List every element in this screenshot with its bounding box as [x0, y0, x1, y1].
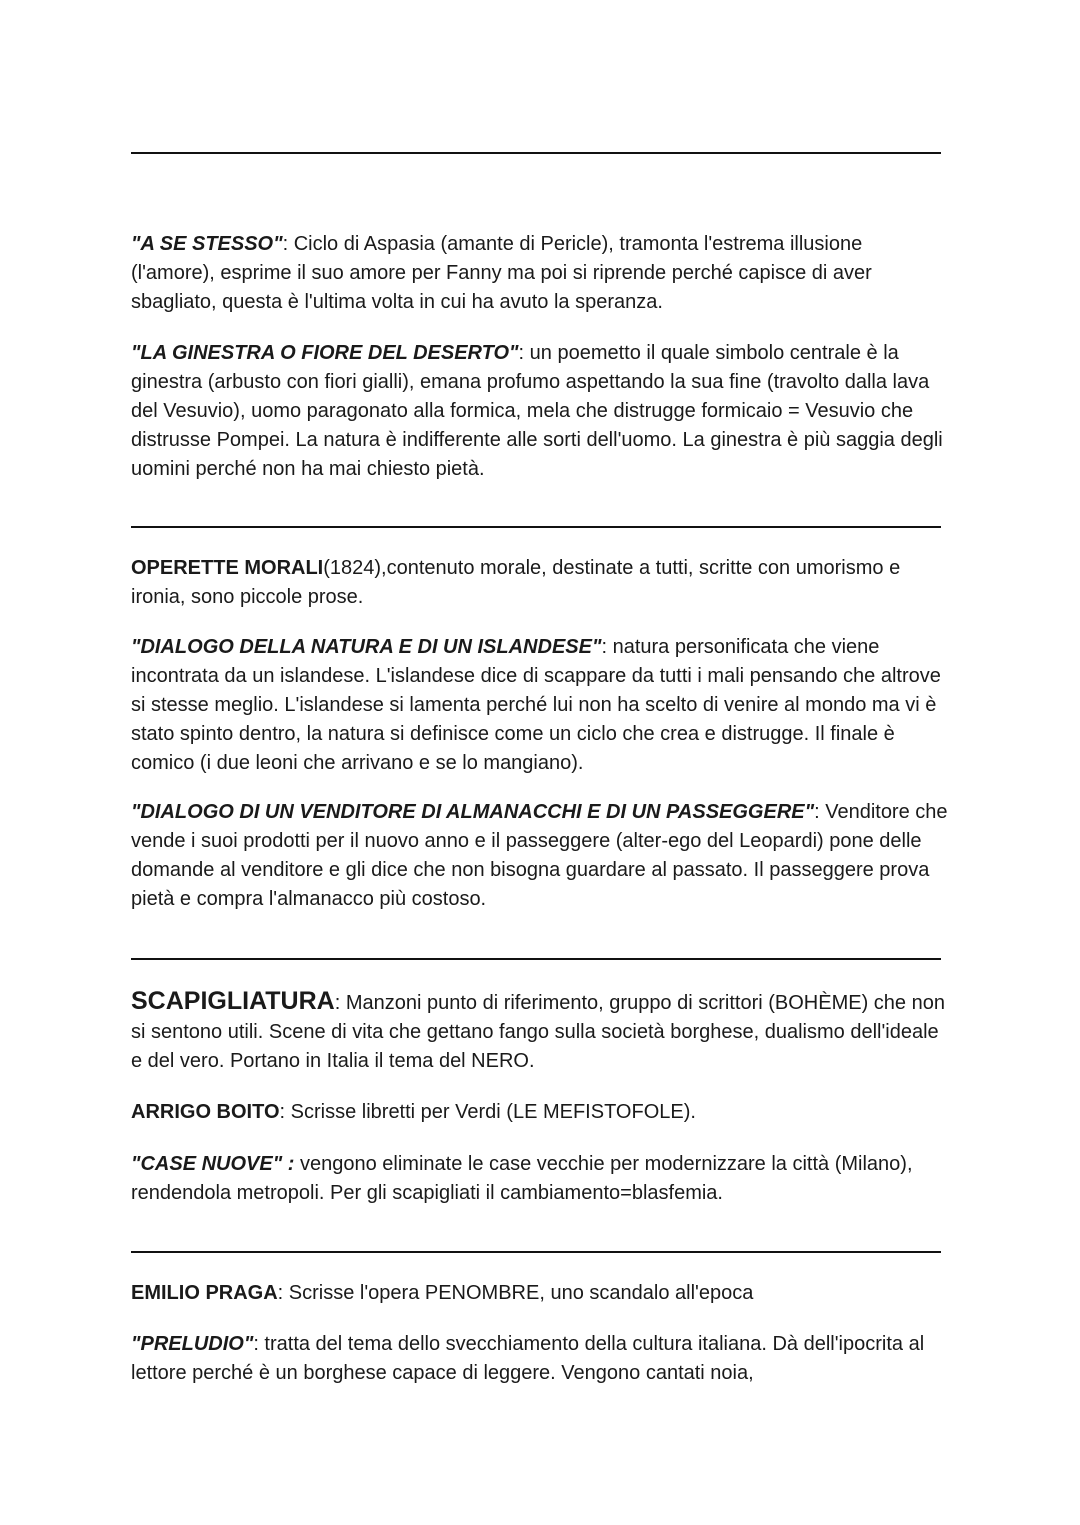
paragraph-operette-morali — [131, 554, 951, 612]
paragraph-dialogo-venditore — [131, 798, 951, 914]
paragraph-body: (1824),contenuto morale, destinate a tutti, scritte con umorismo e ironia, sono piccole prose. — [131, 557, 901, 608]
paragraph-body: : Scrisse libretti per Verdi (LE MEFISTOFOLE). — [279, 1101, 696, 1123]
paragraph-case-nuove — [131, 1150, 951, 1208]
paragraph-body: : Scrisse l'opera PENOMBRE, uno scandalo all'epoca — [277, 1282, 754, 1304]
paragraph-title: ARRIGO BOITO — [131, 1101, 280, 1123]
paragraph-preludio — [131, 1330, 951, 1388]
paragraph-scapigliatura — [131, 987, 951, 1076]
horizontal-divider — [131, 526, 941, 528]
paragraph-body: : Ciclo di Aspasia (amante di Pericle), tramonta l'estrema illusione (l'amore), esprime il suo amore per Fanny ma poi si riprende perché capisce di aver sbagliato, questa è l'ultima volta in cui ha avuto la speranza. — [131, 233, 872, 313]
paragraph-body: vengono eliminate le case vecchie per modernizzare la città (Milano), rendendola metropoli. Per gli scapigliati il cambiamento=blasfemia. — [131, 1153, 913, 1204]
paragraph-title: SCAPIGLIATURA — [131, 987, 335, 1015]
paragraph-title: "PRELUDIO" — [131, 1333, 254, 1355]
paragraph-title: OPERETTE MORALI — [131, 557, 324, 579]
paragraph-title: "DIALOGO DI UN VENDITORE DI ALMANACCHI E DI UN PASSEGGERE" — [131, 801, 815, 823]
paragraph-la-ginestra — [131, 339, 951, 484]
paragraph-arrigo-boito — [131, 1098, 951, 1127]
paragraph-title: "CASE NUOVE" : — [131, 1153, 295, 1175]
paragraph-body: : Manzoni punto di riferimento, gruppo di scrittori (BOHÈME) che non si sentono utili. Scene di vita che gettano fango sulla società borghese, dualismo dell'ideale e del vero. Portano in Italia il tema del NERO. — [131, 992, 945, 1072]
horizontal-divider — [131, 1251, 941, 1253]
paragraph-title: EMILIO PRAGA — [131, 1282, 278, 1304]
paragraph-title: "LA GINESTRA O FIORE DEL DESERTO" — [131, 342, 519, 364]
paragraph-title: "A SE STESSO" — [131, 233, 283, 255]
paragraph-body: : un poemetto il quale simbolo centrale è la ginestra (arbusto con fiori gialli), emana profumo aspettando la sua fine (travolto dalla lava del Vesuvio), uomo paragonato alla formica, mela che distrugge formicaio = Vesuvio che distrusse Pompei. La natura è indifferente alle sorti dell'uomo. La ginestra è più saggia degli uomini perché non ha mai chiesto pietà. — [131, 342, 943, 480]
paragraph-body: : natura personificata che viene incontrata da un islandese. L'islandese dice di scappare da tutti i mali pensando che altrove si stesse meglio. L'islandese si lamenta perché lui non ha scelto di venire al mondo ma vi è stato spinto dentro, la natura si definisce come un ciclo che crea e distrugge. Il finale è comico (i due leoni che arrivano e se lo mangiano). — [131, 636, 941, 774]
paragraph-emilio-praga — [131, 1279, 951, 1308]
paragraph-title: "DIALOGO DELLA NATURA E DI UN ISLANDESE" — [131, 636, 602, 658]
paragraph-dialogo-natura-islandese — [131, 633, 951, 778]
paragraph-body: : tratta del tema dello svecchiamento della cultura italiana. Dà dell'ipocrita al lettore perché è un borghese capace di leggere. Vengono cantati noia, — [131, 1333, 925, 1384]
paragraph-a-se-stesso — [131, 230, 951, 317]
paragraph-body: : Venditore che vende i suoi prodotti per il nuovo anno e il passeggere (alter-ego del Leopardi) pone delle domande al venditore e gli dice che non bisogna guardare al passato. Il passeggere prova pietà e compra l'almanacco più costoso. — [131, 801, 948, 910]
horizontal-divider — [131, 958, 941, 960]
horizontal-divider — [131, 152, 941, 154]
